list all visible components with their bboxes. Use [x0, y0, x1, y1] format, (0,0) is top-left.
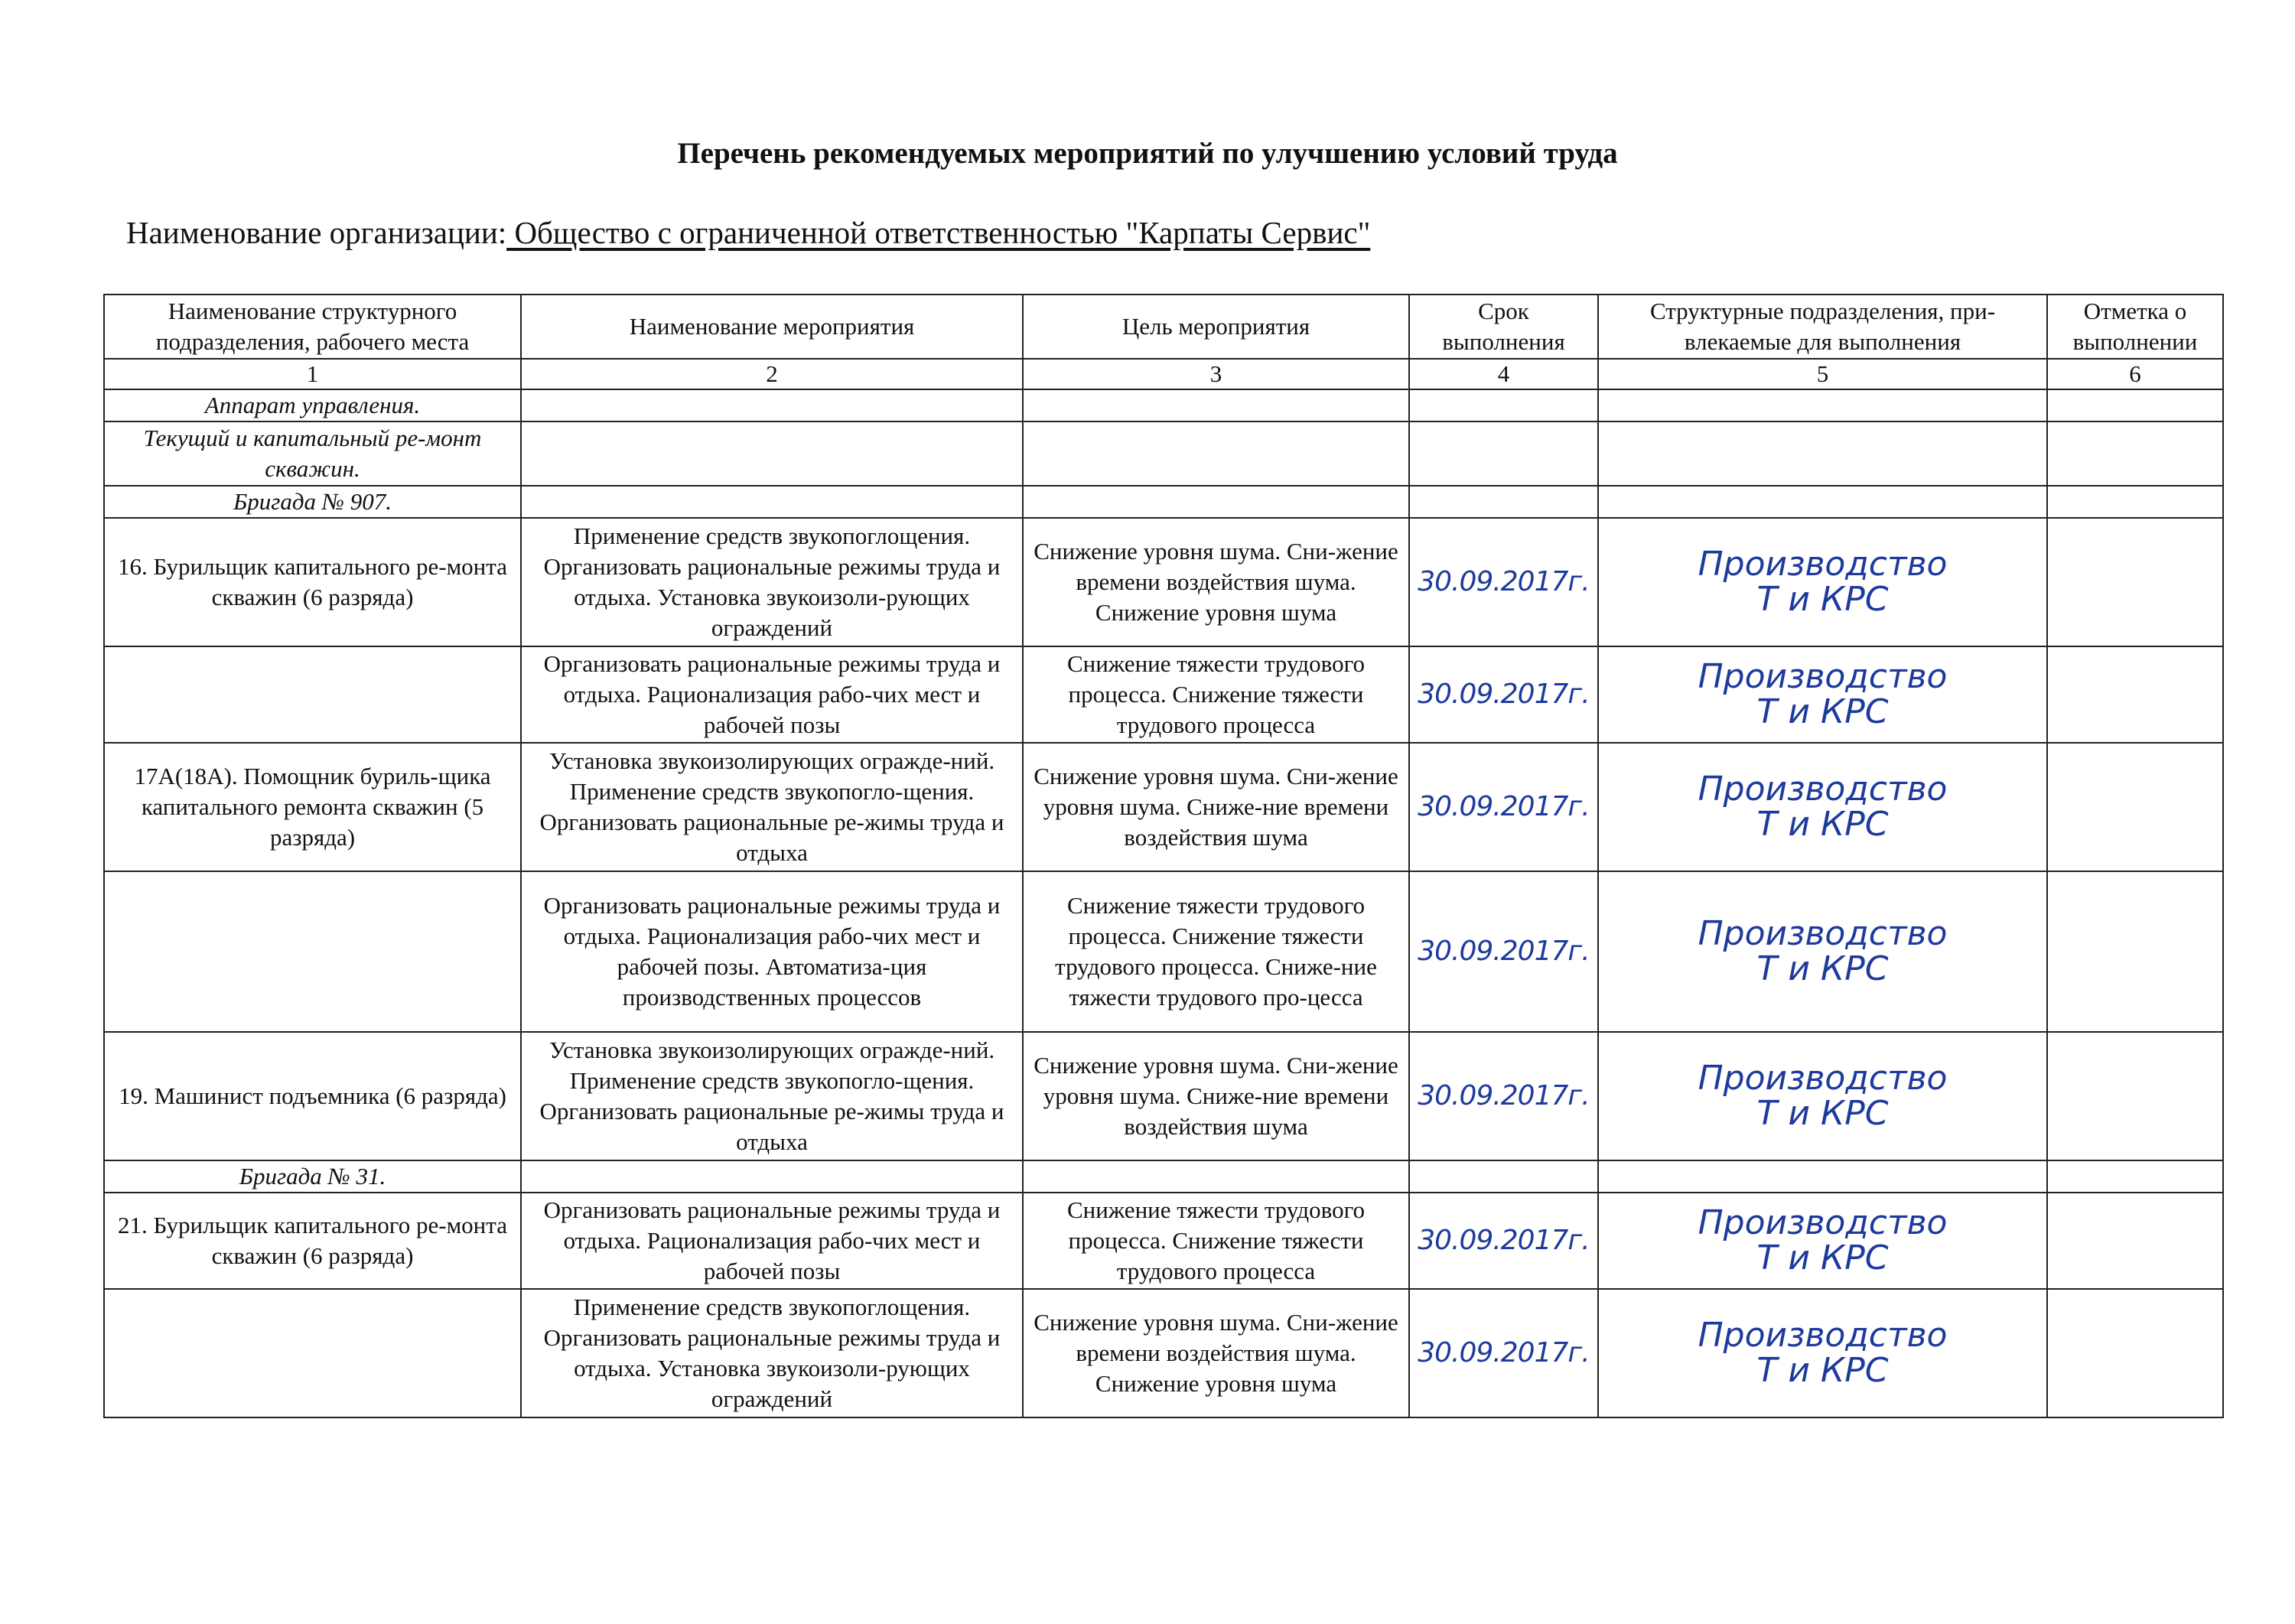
- table-row: [104, 743, 2223, 871]
- handwritten-deadline: 30.09.2017г.: [1418, 936, 1590, 967]
- table-row: [104, 646, 2223, 743]
- column-number-row: [104, 359, 2223, 389]
- goal-cell: Снижение тяжести трудового процесса. Снижение тяжести трудового процесса: [1023, 1193, 1409, 1289]
- empty-cell: [1409, 421, 1598, 486]
- department-cell: [1598, 1032, 2047, 1160]
- empty-cell: [2047, 486, 2223, 518]
- completion-mark-cell: [2047, 1289, 2223, 1417]
- empty-cell: [1409, 486, 1598, 518]
- goal-cell: Снижение уровня шума. Сни-жение уровня шума. Сниже-ние времени воздействия шума: [1023, 1032, 1409, 1160]
- completion-mark-cell: [2047, 871, 2223, 1032]
- empty-cell: [1023, 421, 1409, 486]
- workplace-cell: 16. Бурильщик капитального ре-монта скважин (6 разряда): [104, 518, 521, 646]
- handwritten-department-line1: Производство: [1698, 1203, 1948, 1242]
- deadline-cell: [1409, 646, 1598, 743]
- department-cell: [1598, 518, 2047, 646]
- header-measure: Наименование мероприятия: [521, 295, 1023, 359]
- handwritten-department-line1: Производство: [1698, 1316, 1948, 1355]
- handwritten-deadline: 30.09.2017г.: [1418, 791, 1590, 822]
- table-body: [104, 389, 2223, 1417]
- handwritten-department-line1: Производство: [1698, 914, 1948, 953]
- department-cell: [1598, 646, 2047, 743]
- empty-cell: [521, 486, 1023, 518]
- workplace-cell: [104, 646, 521, 743]
- measures-table: [103, 294, 2224, 1418]
- section-label: Аппарат управления.: [104, 389, 521, 421]
- measure-cell: Организовать рациональные режимы труда и отдыха. Рационализация рабо-чих мест и рабочей позы. Автоматиза-ция производственных процессов: [521, 871, 1023, 1032]
- header-departments: Структурные подразделения, при-влекаемые для выполнения: [1598, 295, 2047, 359]
- organization-line: [126, 214, 1370, 251]
- table-row: [104, 871, 2223, 1032]
- workplace-cell: [104, 1289, 521, 1417]
- completion-mark-cell: [2047, 518, 2223, 646]
- handwritten-department-line1: Производство: [1698, 1059, 1948, 1098]
- handwritten-department-line1: Производство: [1698, 657, 1948, 696]
- table-row: [104, 1289, 2223, 1417]
- handwritten-deadline: 30.09.2017г.: [1418, 1225, 1590, 1256]
- completion-mark-cell: [2047, 646, 2223, 743]
- header-deadline: Срок выполнения: [1409, 295, 1598, 359]
- deadline-cell: [1409, 518, 1598, 646]
- completion-mark-cell: [2047, 1032, 2223, 1160]
- header-row: [104, 295, 2223, 359]
- section-label: Текущий и капитальный ре-монт скважин.: [104, 421, 521, 486]
- empty-cell: [2047, 421, 2223, 486]
- empty-cell: [2047, 389, 2223, 421]
- table-row: [104, 1193, 2223, 1289]
- empty-cell: [1598, 1160, 2047, 1193]
- handwritten-department-line2: Т и КРС: [1756, 949, 1889, 988]
- header-workplace: Наименование структурного подразделения, рабочего места: [104, 295, 521, 359]
- column-number: 6: [2047, 359, 2223, 389]
- handwritten-deadline: 30.09.2017г.: [1418, 566, 1590, 597]
- measure-cell: Организовать рациональные режимы труда и отдыха. Рационализация рабо-чих мест и рабочей позы: [521, 646, 1023, 743]
- handwritten-department-line2: Т и КРС: [1756, 1094, 1889, 1133]
- deadline-cell: [1409, 1289, 1598, 1417]
- goal-cell: Снижение уровня шума. Сни-жение времени воздействия шума. Снижение уровня шума: [1023, 1289, 1409, 1417]
- empty-cell: [1598, 486, 2047, 518]
- handwritten-department-line2: Т и КРС: [1756, 1351, 1889, 1390]
- empty-cell: [521, 389, 1023, 421]
- column-number: 1: [104, 359, 521, 389]
- workplace-cell: [104, 871, 521, 1032]
- goal-cell: Снижение уровня шума. Сни-жение уровня шума. Сниже-ние времени воздействия шума: [1023, 743, 1409, 871]
- handwritten-deadline: 30.09.2017г.: [1418, 1080, 1590, 1111]
- section-row: [104, 486, 2223, 518]
- empty-cell: [1023, 1160, 1409, 1193]
- empty-cell: [1409, 1160, 1598, 1193]
- completion-mark-cell: [2047, 1193, 2223, 1289]
- section-row: [104, 421, 2223, 486]
- goal-cell: Снижение тяжести трудового процесса. Снижение тяжести трудового процесса: [1023, 646, 1409, 743]
- completion-mark-cell: [2047, 743, 2223, 871]
- deadline-cell: [1409, 1193, 1598, 1289]
- measure-cell: Применение средств звукопоглощения. Организовать рациональные режимы труда и отдыха. Установка звукоизоли-рующих ограждений: [521, 1289, 1023, 1417]
- handwritten-department-line2: Т и КРС: [1756, 692, 1889, 731]
- workplace-cell: 19. Машинист подъемника (6 разряда): [104, 1032, 521, 1160]
- section-row: [104, 1160, 2223, 1193]
- empty-cell: [1409, 389, 1598, 421]
- empty-cell: [521, 1160, 1023, 1193]
- table-row: [104, 1032, 2223, 1160]
- measure-cell: Применение средств звукопоглощения. Организовать рациональные режимы труда и отдыха. Установка звукоизоли-рующих ограждений: [521, 518, 1023, 646]
- workplace-cell: 21. Бурильщик капитального ре-монта скважин (6 разряда): [104, 1193, 521, 1289]
- handwritten-department-line1: Производство: [1698, 770, 1948, 809]
- deadline-cell: [1409, 1032, 1598, 1160]
- empty-cell: [1598, 421, 2047, 486]
- column-number: 2: [521, 359, 1023, 389]
- handwritten-deadline: 30.09.2017г.: [1418, 1337, 1590, 1369]
- measure-cell: Установка звукоизолирующих огражде-ний. Применение средств звукопогло-щения. Организовать рациональные ре-жимы труда и отдыха: [521, 1032, 1023, 1160]
- deadline-cell: [1409, 871, 1598, 1032]
- measure-cell: Организовать рациональные режимы труда и отдыха. Рационализация рабо-чих мест и рабочей позы: [521, 1193, 1023, 1289]
- empty-cell: [1598, 389, 2047, 421]
- handwritten-department-line2: Т и КРС: [1756, 580, 1889, 619]
- department-cell: [1598, 1289, 2047, 1417]
- empty-cell: [521, 421, 1023, 486]
- deadline-cell: [1409, 743, 1598, 871]
- section-label: Бригада № 907.: [104, 486, 521, 518]
- header-completion-mark: Отметка о выполнении: [2047, 295, 2223, 359]
- column-number: 4: [1409, 359, 1598, 389]
- section-row: [104, 389, 2223, 421]
- department-cell: [1598, 871, 2047, 1032]
- header-goal: Цель мероприятия: [1023, 295, 1409, 359]
- goal-cell: Снижение уровня шума. Сни-жение времени воздействия шума. Снижение уровня шума: [1023, 518, 1409, 646]
- empty-cell: [1023, 486, 1409, 518]
- section-label: Бригада № 31.: [104, 1160, 521, 1193]
- document-title: Перечень рекомендуемых мероприятий по улучшению условий труда: [677, 137, 1618, 170]
- workplace-cell: 17А(18А). Помощник буриль-щика капитального ремонта скважин (5 разряда): [104, 743, 521, 871]
- empty-cell: [1023, 389, 1409, 421]
- table-row: [104, 518, 2223, 646]
- department-cell: [1598, 743, 2047, 871]
- handwritten-department-line2: Т и КРС: [1756, 805, 1889, 844]
- measure-cell: Установка звукоизолирующих огражде-ний. Применение средств звукопогло-щения. Организовать рациональные ре-жимы труда и отдыха: [521, 743, 1023, 871]
- organization-name: Общество с ограниченной ответственностью "Карпаты Сервис": [506, 215, 1371, 250]
- handwritten-department-line2: Т и КРС: [1756, 1238, 1889, 1277]
- department-cell: [1598, 1193, 2047, 1289]
- handwritten-department-line1: Производство: [1698, 545, 1948, 584]
- column-number: 3: [1023, 359, 1409, 389]
- column-number: 5: [1598, 359, 2047, 389]
- empty-cell: [2047, 1160, 2223, 1193]
- handwritten-deadline: 30.09.2017г.: [1418, 679, 1590, 710]
- organization-label: Наименование организации:: [126, 215, 507, 250]
- goal-cell: Снижение тяжести трудового процесса. Снижение тяжести трудового процесса. Сниже-ние тяжести трудового про-цесса: [1023, 871, 1409, 1032]
